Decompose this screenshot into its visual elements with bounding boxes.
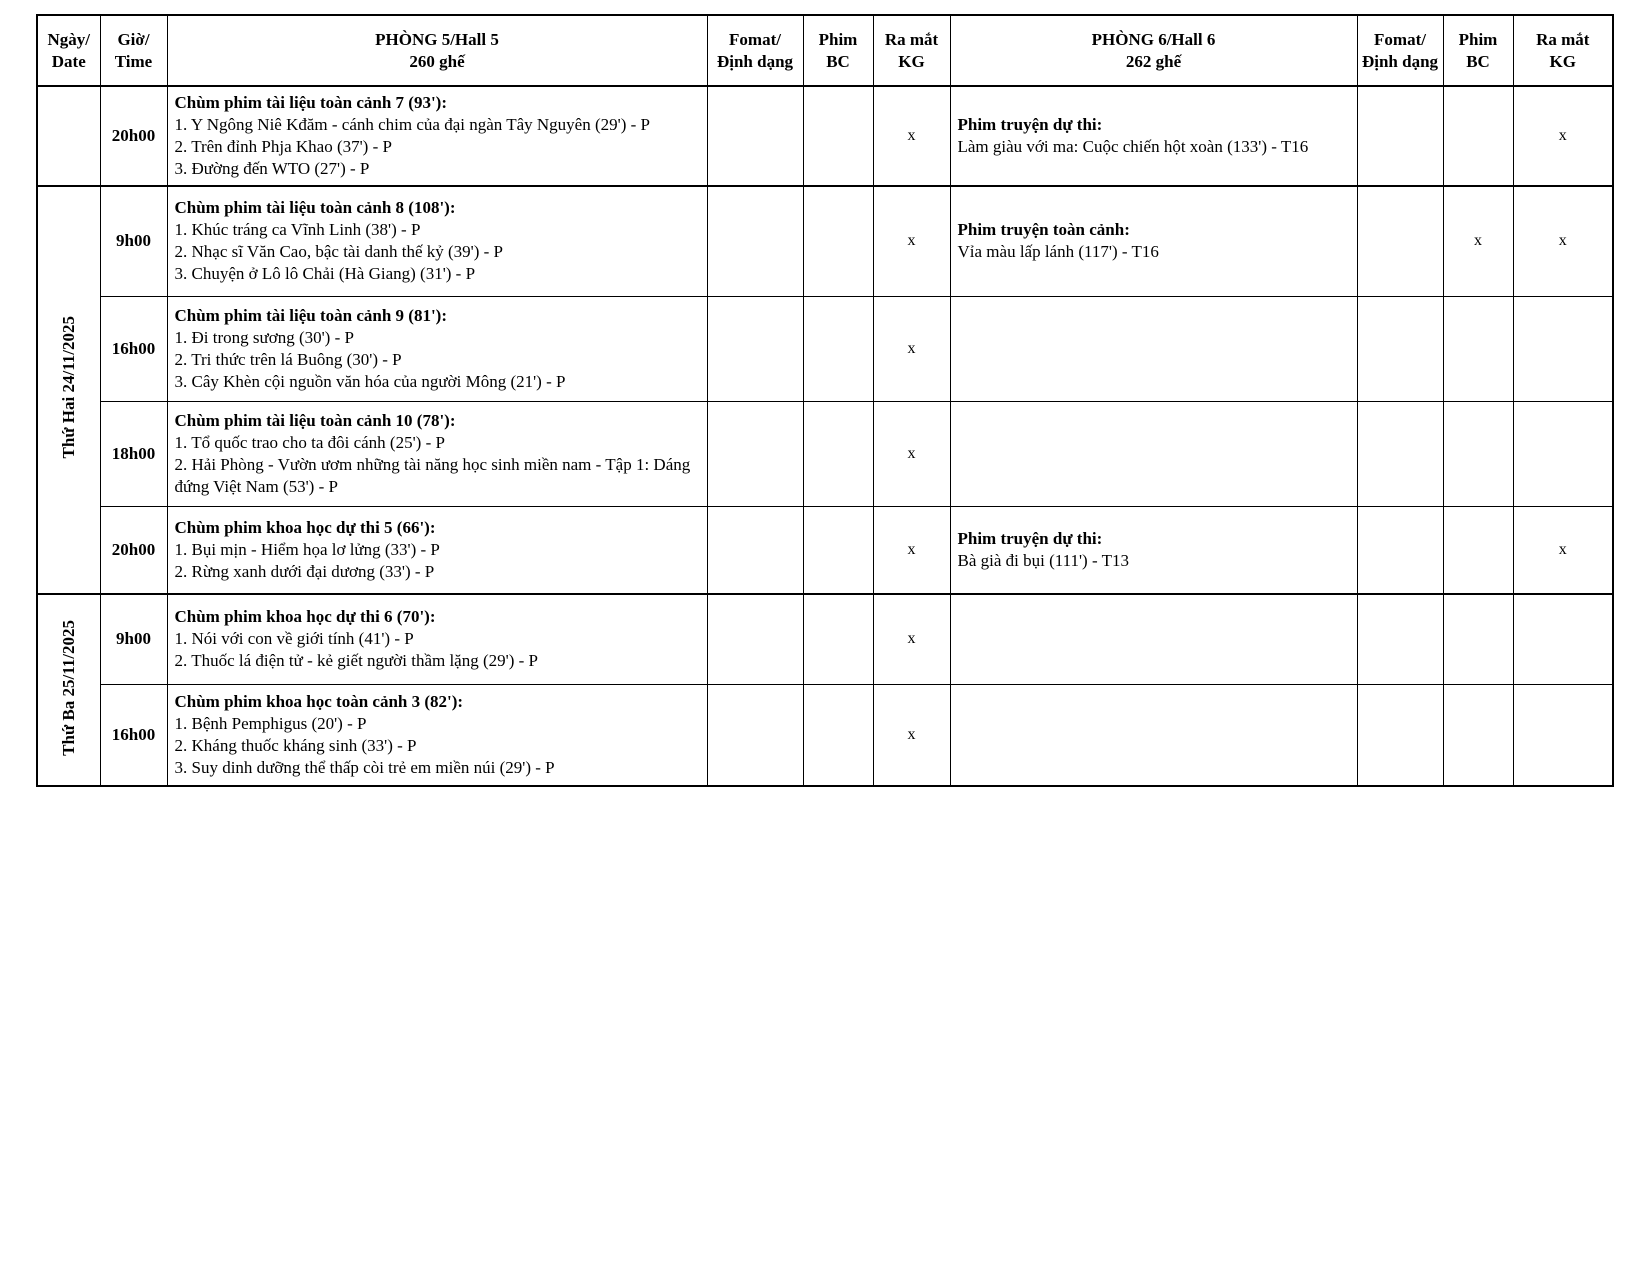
hall5-ra-mat-kg-cell: x (873, 296, 950, 401)
program-item: 2. Kháng thuốc kháng sinh (33') - P (174, 735, 417, 755)
header-time: Giờ/ Time (100, 15, 167, 86)
time-cell: 9h00 (100, 186, 167, 296)
header-hall5: PHÒNG 5/Hall 5 260 ghế (167, 15, 707, 86)
hall6-program-cell (950, 594, 1357, 684)
date-cell (37, 186, 100, 594)
program-item: 1. Đi trong sương (30') - P (174, 327, 354, 347)
hall5-phim-bc-cell (803, 86, 873, 186)
hall5-format-cell (707, 86, 803, 186)
program-item: 2. Tri thức trên lá Buông (30') - P (174, 349, 402, 369)
program-title: Chùm phim khoa học dự thi 5 (66'): (174, 517, 436, 537)
hall6-program-cell (950, 296, 1357, 401)
date-label: Thứ Ba 25/11/2025 (59, 619, 79, 756)
hall6-ra-mat-kg-cell: x (1513, 186, 1613, 296)
hall5-ra-mat-kg-cell: x (873, 506, 950, 594)
hall6-phim-bc-cell (1443, 594, 1513, 684)
hall5-format-cell (707, 594, 803, 684)
header-phim-bc-hall5: Phim BC (803, 15, 873, 86)
hall6-phim-bc-cell (1443, 684, 1513, 786)
date-cell (37, 594, 100, 786)
program-item: 1. Tổ quốc trao cho ta đôi cánh (25') - P (174, 432, 445, 452)
hall5-phim-bc-cell (803, 684, 873, 786)
hall5-phim-bc-cell (803, 594, 873, 684)
hall5-ra-mat-kg-cell: x (873, 684, 950, 786)
program-item: 2. Hải Phòng - Vườn ươm những tài năng học sinh miền nam - Tập 1: Dáng đứng Việt Nam (53') - P (174, 454, 691, 496)
time-cell: 16h00 (100, 296, 167, 401)
program-item: 3. Cây Khèn cội nguồn văn hóa của người Mông (21') - P (174, 371, 566, 391)
program-item: 3. Đường đến WTO (27') - P (174, 159, 370, 178)
hall6-ra-mat-kg-cell: x (1513, 506, 1613, 594)
hall6-format-cell (1357, 86, 1443, 186)
header-phim-bc-hall6: Phim BC (1443, 15, 1513, 86)
date-label: Thứ Hai 24/11/2025 (59, 316, 79, 459)
schedule-table (36, 14, 1614, 787)
program-item: 3. Chuyện ở Lô lô Chải (Hà Giang) (31') - P (174, 264, 476, 284)
program-title: Chùm phim tài liệu toàn cảnh 8 (108'): (174, 198, 456, 218)
header-hall6: PHÒNG 6/Hall 6 262 ghế (950, 15, 1357, 86)
header-format-hall6: Fomat/ Định dạng (1357, 15, 1443, 86)
schedule-row (37, 506, 1613, 594)
hall5-format-cell (707, 684, 803, 786)
hall5-format-cell (707, 401, 803, 506)
header-ra-mat-kg-hall5: Ra mắt KG (873, 15, 950, 86)
hall6-phim-bc-cell (1443, 401, 1513, 506)
time-cell: 18h00 (100, 401, 167, 506)
hall6-program-cell (950, 86, 1357, 186)
hall5-program-cell (167, 684, 707, 786)
header-date: Ngày/ Date (37, 15, 100, 86)
hall6-ra-mat-kg-cell (1513, 594, 1613, 684)
hall6-ra-mat-kg-cell: x (1513, 86, 1613, 186)
hall6-program-cell (950, 401, 1357, 506)
hall5-program-cell (167, 506, 707, 594)
program-item: Làm giàu với ma: Cuộc chiến hột xoàn (133') - T16 (957, 137, 1309, 156)
hall5-format-cell (707, 186, 803, 296)
program-item: 1. Y Ngông Niê Kđăm - cánh chim của đại ngàn Tây Nguyên (29') - P (174, 115, 650, 134)
hall6-ra-mat-kg-cell (1513, 401, 1613, 506)
hall6-program-cell (950, 684, 1357, 786)
date-cell-empty (37, 86, 100, 186)
hall5-ra-mat-kg-cell: x (873, 401, 950, 506)
program-title: Chùm phim tài liệu toàn cảnh 10 (78'): (174, 410, 456, 430)
hall5-format-cell (707, 506, 803, 594)
header-ra-mat-kg-hall6: Ra mắt KG (1513, 15, 1613, 86)
hall6-format-cell (1357, 296, 1443, 401)
hall6-program-cell (950, 186, 1357, 296)
hall6-phim-bc-cell: x (1443, 186, 1513, 296)
hall5-ra-mat-kg-cell: x (873, 594, 950, 684)
time-cell: 20h00 (100, 506, 167, 594)
hall5-program-cell (167, 401, 707, 506)
hall6-ra-mat-kg-cell (1513, 684, 1613, 786)
hall5-phim-bc-cell (803, 296, 873, 401)
program-item: 1. Khúc tráng ca Vĩnh Linh (38') - P (174, 220, 421, 240)
hall5-format-cell (707, 296, 803, 401)
hall6-phim-bc-cell (1443, 506, 1513, 594)
program-title: Chùm phim tài liệu toàn cảnh 9 (81'): (174, 305, 447, 325)
hall5-phim-bc-cell (803, 401, 873, 506)
hall6-format-cell (1357, 186, 1443, 296)
program-item: 1. Bệnh Pemphigus (20') - P (174, 713, 367, 733)
hall5-program-cell (167, 296, 707, 401)
program-title: Phim truyện toàn cảnh: (957, 220, 1130, 240)
hall6-format-cell (1357, 684, 1443, 786)
program-item: 2. Thuốc lá điện tử - kẻ giết người thầm lặng (29') - P (174, 651, 538, 671)
schedule-row (37, 401, 1613, 506)
time-cell: 9h00 (100, 594, 167, 684)
program-item: 3. Suy dinh dưỡng thể thấp còi trẻ em miền núi (29') - P (174, 757, 555, 777)
header-format-hall5: Fomat/ Định dạng (707, 15, 803, 86)
program-item: 2. Rừng xanh dưới đại dương (33') - P (174, 561, 435, 581)
time-cell: 20h00 (100, 86, 167, 186)
hall5-program-cell (167, 594, 707, 684)
program-title: Phim truyện dự thi: (957, 115, 1103, 134)
hall6-ra-mat-kg-cell (1513, 296, 1613, 401)
program-title: Chùm phim khoa học toàn cảnh 3 (82'): (174, 691, 464, 711)
program-item: 1. Nói với con về giới tính (41') - P (174, 629, 414, 649)
program-title: Phim truyện dự thi: (957, 528, 1103, 548)
hall6-phim-bc-cell (1443, 296, 1513, 401)
hall5-ra-mat-kg-cell: x (873, 186, 950, 296)
schedule-row (37, 296, 1613, 401)
hall5-phim-bc-cell (803, 186, 873, 296)
hall5-program-cell (167, 86, 707, 186)
hall6-format-cell (1357, 401, 1443, 506)
hall5-phim-bc-cell (803, 506, 873, 594)
schedule-row (37, 684, 1613, 786)
program-item: 1. Bụi mịn - Hiểm họa lơ lửng (33') - P (174, 539, 440, 559)
program-item: 2. Trên đỉnh Phja Khao (37') - P (174, 137, 392, 156)
hall6-format-cell (1357, 594, 1443, 684)
hall6-format-cell (1357, 506, 1443, 594)
program-item: Vỉa màu lấp lánh (117') - T16 (957, 242, 1159, 262)
header-row (37, 15, 1613, 86)
hall6-program-cell (950, 506, 1357, 594)
program-item: Bà già đi bụi (111') - T13 (957, 550, 1129, 570)
schedule-row (37, 186, 1613, 296)
hall6-phim-bc-cell (1443, 86, 1513, 186)
program-item: 2. Nhạc sĩ Văn Cao, bậc tài danh thế kỷ (39') - P (174, 242, 504, 262)
schedule-row (37, 86, 1613, 186)
hall5-ra-mat-kg-cell: x (873, 86, 950, 186)
time-cell: 16h00 (100, 684, 167, 786)
schedule-row (37, 594, 1613, 684)
program-title: Chùm phim tài liệu toàn cảnh 7 (93'): (174, 93, 447, 112)
hall5-program-cell (167, 186, 707, 296)
program-title: Chùm phim khoa học dự thi 6 (70'): (174, 607, 436, 627)
